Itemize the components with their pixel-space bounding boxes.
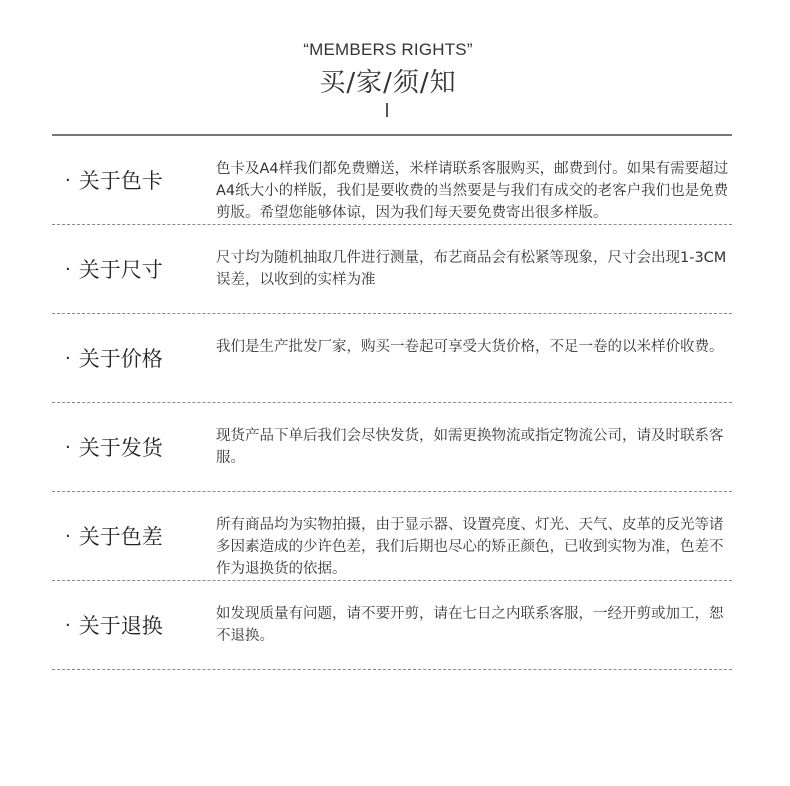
notice-label [65, 136, 163, 224]
notice-text: 现货产品下单后我们会尽快发货，如需更换物流或指定物流公司，请及时联系客服。 [216, 428, 724, 466]
bullet-icon: · [65, 525, 71, 547]
notice-label-text: 关于色差 [78, 525, 163, 549]
notice-label [65, 581, 163, 669]
bullet-icon: · [65, 614, 71, 636]
notice-label-text: 关于退换 [78, 614, 163, 638]
page-title: 买/家/须/知 [319, 68, 457, 98]
notice-row-size [52, 225, 732, 314]
bullet-icon: · [65, 347, 71, 369]
notice-label [65, 225, 163, 313]
notice-label-text: 关于尺寸 [78, 258, 163, 282]
notice-text: 色卡及A4样我们都免费赠送，米样请联系客服购买，邮费到付。如果有需要超过A4纸大小的样版，我们是要收费的当然要是与我们有成交的老客户我们也是免费剪版。希望您能够体谅，因为我们每天要免费寄出很多样版。 [216, 161, 729, 221]
notice-list [52, 136, 732, 670]
notice-label-text: 关于价格 [78, 347, 163, 371]
bullet-icon: · [65, 436, 71, 458]
notice-row-color-card [52, 136, 732, 225]
notice-label [65, 314, 163, 402]
notice-label [65, 403, 163, 491]
notice-row-returns [52, 581, 732, 670]
bullet-icon: · [65, 169, 71, 191]
notice-label-text: 关于发货 [78, 436, 163, 460]
notice-row-price [52, 314, 732, 403]
notice-text: 我们是生产批发厂家，购买一卷起可享受大货价格，不足一卷的以米样价收费。 [216, 339, 724, 355]
notice-text: 尺寸均为随机抽取几件进行测量，布艺商品会有松紧等现象，尺寸会出现1-3CM误差，以收到的实样为准 [216, 250, 727, 288]
header-subtitle: “MEMBERS RIGHTS” [303, 40, 473, 59]
notice-text: 如发现质量有问题，请不要开剪，请在七日之内联系客服，一经开剪或加工，恕不退换。 [216, 606, 724, 644]
notice-label [65, 492, 163, 580]
notice-text: 所有商品均为实物拍摄，由于显示器、设置亮度、灯光、天气、皮革的反光等诸多因素造成的少许色差，我们后期也尽心的矫正颜色，已收到实物为准，色差不作为退换货的依据。 [216, 517, 724, 577]
notice-row-shipping [52, 403, 732, 492]
notice-label-text: 关于色卡 [78, 169, 163, 193]
bullet-icon: · [65, 258, 71, 280]
notice-row-color-difference [52, 492, 732, 581]
title-divider-mark [386, 103, 388, 117]
